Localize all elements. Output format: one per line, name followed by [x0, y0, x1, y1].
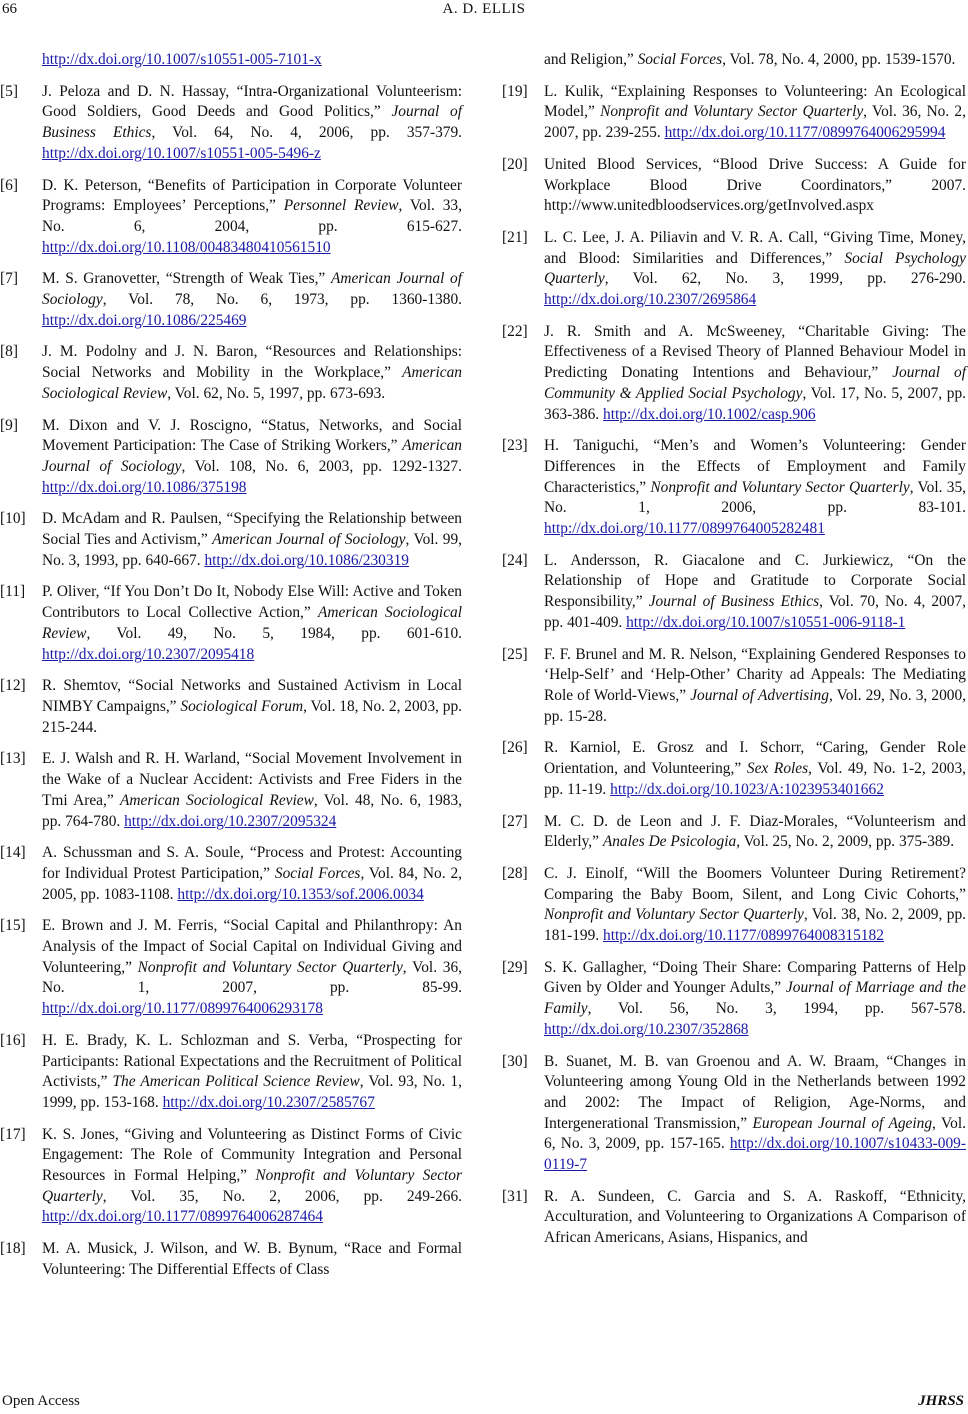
journal-name: Social Forces	[274, 864, 361, 882]
reference-text	[544, 738, 966, 800]
reference-list-left	[0, 82, 462, 1281]
doi-link[interactable]: http://dx.doi.org/10.1007/s10433-009-0119-7	[544, 1135, 966, 1174]
journal-name: American Journal of Sociology	[212, 531, 406, 549]
reference-number: [15]	[0, 917, 26, 935]
ref-text-pre: and Religion,”	[544, 51, 638, 68]
ref-text-post: , Vol. 33, No. 6, 2004, pp. 615-627.	[42, 197, 462, 235]
doi-link[interactable]: http://dx.doi.org/10.1007/s10551-006-9118-1	[626, 613, 906, 631]
ref-text-pre: M. A. Musick, J. Wilson, and W. B. Bynum, “Race and Formal Volunteering: The Differential Effects of Class	[42, 1240, 462, 1278]
ref-text-pre: D. McAdam and R. Paulsen, “Specifying the Relationship between Social Ties and Activism,”	[42, 510, 462, 549]
doi-link[interactable]: http://dx.doi.org/10.1086/225469	[42, 311, 247, 329]
continued-reference	[0, 50, 462, 71]
reference-text	[42, 916, 462, 1020]
reference-list-right	[502, 82, 966, 1249]
reference-text	[42, 342, 462, 404]
ref-text-pre: A. Schussman and S. A. Soule, “Process and Protest: Accounting for Individual Protest Participation,”	[42, 844, 462, 882]
doi-link[interactable]: http://dx.doi.org/10.1177/0899764005282481	[544, 520, 825, 538]
ref-text-post: , Vol. 84, No. 2, 2005, pp. 1083-1108.	[42, 864, 462, 903]
ref-text-post: , Vol. 99, No. 3, 1993, pp. 640-667.	[42, 531, 462, 569]
ref-text-pre: R. Shemtov, “Social Networks and Sustained Activism in Local NIMBY Campaigns,”	[42, 677, 462, 715]
reference-text	[544, 436, 966, 540]
reference-text	[42, 176, 462, 259]
ref-text-pre: H. Taniguchi, “Men’s and Women’s Volunteering: Gender Differences in the Effects of Employment and Family Characteristics,”	[544, 437, 966, 496]
reference-item	[502, 228, 966, 311]
reference-number: [22]	[502, 322, 528, 340]
reference-number: [9]	[0, 416, 18, 434]
ref-text-pre: M. C. D. de Leon and J. F. Diaz-Morales, “Volunteerism and Elderly,”	[544, 812, 966, 851]
reference-number: [6]	[0, 176, 18, 194]
ref-text-post: , Vol. 25, No. 2, 2009, pp. 375-389.	[736, 833, 955, 851]
ref-text-pre: R. A. Sundeen, C. Garcia and S. A. Raskoff, “Ethnicity, Acculturation, and Volunteering to Organizations A Comparison of African Americans, Asians, Hispanics, and	[544, 1187, 966, 1247]
reference-number: [5]	[0, 82, 18, 100]
continued-reference	[502, 50, 966, 71]
reference-item	[0, 1239, 462, 1280]
journal-name: Nonprofit and Voluntary Sector Quarterly	[42, 1167, 462, 1205]
reference-text	[544, 82, 966, 144]
doi-link[interactable]: http://dx.doi.org/10.1177/0899764006287464	[42, 1208, 323, 1226]
reference-number: [10]	[0, 510, 26, 528]
open-access-label: Open Access	[2, 1393, 80, 1409]
ref-text-post: , Vol. 62, No. 5, 1997, pp. 673-693.	[167, 384, 386, 402]
reference-item	[502, 82, 966, 144]
reference-item	[502, 738, 966, 800]
journal-name: Nonprofit and Voluntary Sector Quarterly	[544, 906, 804, 924]
reference-text	[544, 228, 966, 311]
ref-text-pre: L. Andersson, R. Giacalone and C. Jurkiewicz, “On the Relationship of Hope and Gratitude to Corporate Social Responsibility,”	[544, 551, 966, 611]
ref-text-post: , Vol. 64, No. 4, 2006, pp. 357-379.	[151, 124, 463, 142]
reference-text	[544, 864, 966, 947]
journal-name: Sex Roles	[746, 760, 809, 778]
journal-name: American Sociological Review	[42, 604, 462, 642]
doi-link[interactable]: http://dx.doi.org/10.2307/2585767	[162, 1093, 375, 1111]
doi-link[interactable]: http://dx.doi.org/10.1108/00483480410561510	[42, 238, 331, 256]
reference-text	[42, 509, 462, 571]
reference-item	[0, 1125, 462, 1229]
doi-link[interactable]: http://dx.doi.org/10.1086/230319	[204, 551, 409, 569]
reference-item	[0, 82, 462, 165]
reference-number: [28]	[502, 864, 528, 882]
journal-name: American Sociological Review	[120, 791, 314, 809]
reference-number: [19]	[502, 82, 528, 100]
reference-number: [18]	[0, 1240, 26, 1258]
journal-name: Social Forces	[637, 51, 723, 68]
reference-item	[502, 551, 966, 634]
journal-name: Sociological Forum	[180, 697, 304, 715]
reference-text	[42, 269, 462, 331]
reference-item	[502, 155, 966, 217]
ref-text-pre: P. Oliver, “If You Don’t Do It, Nobody Else Will: Active and Token Contributors to Local Collective Action,”	[42, 583, 462, 622]
ref-text-post: , Vol. 35, No. 2, 2006, pp. 249-266.	[102, 1187, 462, 1205]
reference-item	[502, 958, 966, 1041]
reference-number: [17]	[0, 1125, 26, 1143]
running-head: A. D. ELLIS	[442, 1, 526, 17]
ref-text-post: , Vol. 49, No. 5, 1984, pp. 601-610.	[86, 624, 462, 642]
doi-link[interactable]: http://dx.doi.org/10.1023/A:1023953401662	[610, 780, 884, 798]
page-footer	[0, 1393, 968, 1413]
ref-text-pre: R. Karniol, E. Grosz and I. Schorr, “Caring, Gender Role Orientation, and Volunteering,”	[544, 739, 966, 778]
left-column	[0, 50, 462, 1292]
ref-text-post: , Vol. 62, No. 3, 1999, pp. 276-290.	[604, 270, 966, 288]
reference-text	[42, 82, 462, 165]
reference-text	[544, 958, 966, 1041]
ref-text-post: , Vol. 48, No. 6, 1983, pp. 764-780.	[42, 791, 463, 830]
journal-name: Journal of Marriage and the Family	[544, 979, 967, 1018]
reference-item	[0, 676, 462, 738]
reference-number: [26]	[502, 739, 528, 757]
doi-link[interactable]: http://dx.doi.org/10.1002/casp.906	[603, 405, 816, 423]
journal-name: Nonprofit and Voluntary Sector Quarterly	[600, 103, 864, 121]
reference-text	[42, 676, 462, 738]
reference-number: [14]	[0, 844, 26, 862]
doi-link[interactable]: http://dx.doi.org/10.1353/sof.2006.0034	[177, 885, 424, 903]
journal-name: American Journal of Sociology	[42, 270, 462, 309]
doi-link[interactable]: http://dx.doi.org/10.1177/0899764008315182	[603, 927, 884, 945]
reference-item	[502, 322, 966, 426]
doi-link[interactable]: http://dx.doi.org/10.1086/375198	[42, 478, 247, 496]
doi-link[interactable]: http://dx.doi.org/10.2307/2095418	[42, 645, 255, 663]
reference-text	[544, 322, 966, 426]
ref-text-pre: L. C. Lee, J. A. Piliavin and V. R. A. Call, “Giving Time, Money, and Blood: Similarities and Differences,”	[544, 228, 966, 267]
journal-name: Journal of Community & Applied Social Psychology	[544, 364, 966, 402]
reference-number: [11]	[0, 583, 26, 601]
ref-text-post: , Vol. 36, No. 1, 2007, pp. 85-99.	[42, 958, 463, 997]
reference-text	[42, 1125, 462, 1229]
reference-item	[0, 342, 462, 404]
reference-number: [21]	[502, 228, 528, 246]
reference-number: [29]	[502, 958, 528, 976]
reference-number: [27]	[502, 812, 528, 830]
ref-text-pre: M. S. Granovetter, “Strength of Weak Ties,”	[42, 270, 331, 288]
reference-text	[42, 1239, 462, 1280]
journal-name: Journal of Advertising	[690, 686, 829, 704]
journal-name: Social Psychology Quarterly	[544, 249, 966, 288]
ref-text-post: , Vol. 78, No. 6, 1973, pp. 1360-1380.	[102, 291, 462, 309]
ref-text-pre: E. J. Walsh and R. H. Warland, “Social Movement Involvement in the Wake of a Nuclear Accident: Activists and Free Fiders in the Tmi Area,”	[42, 750, 462, 809]
ref-text-post: , Vol. 78, No. 4, 2000, pp. 1539-1570.	[722, 51, 956, 68]
reference-number: [24]	[502, 551, 528, 569]
ref-text-pre: C. J. Einolf, “Will the Boomers Volunteer During Retirement? Comparing the Baby Boom, Silent, and Long Civic Cohorts,”	[544, 864, 966, 903]
ref-text-pre: H. E. Brady, K. L. Schlozman and S. Verba, “Prospecting for Participants: Rational Expectations and the Recruitment of Political Activists,”	[42, 1031, 462, 1091]
reference-text	[42, 749, 462, 832]
ref-text-pre: S. K. Gallagher, “Doing Their Share: Comparing Patterns of Help Given by Older and Younger Adults,”	[544, 958, 966, 997]
ref-text-post: , Vol. 93, No. 1, 1999, pp. 153-168.	[42, 1073, 462, 1111]
journal-name: Nonprofit and Voluntary Sector Quarterly	[650, 478, 910, 496]
reference-text	[42, 582, 462, 665]
journal-name: European Journal of Ageing	[752, 1114, 933, 1132]
reference-number: [13]	[0, 750, 26, 768]
reference-text	[544, 155, 966, 217]
reference-item	[0, 582, 462, 665]
journal-name: Personnel Review	[283, 197, 399, 215]
journal-name: American Sociological Review	[42, 364, 462, 402]
reference-item	[0, 916, 462, 1020]
doi-link[interactable]: http://dx.doi.org/10.1177/0899764006293178	[42, 1000, 323, 1018]
doi-link[interactable]: http://dx.doi.org/10.2307/2095324	[124, 812, 337, 830]
reference-item	[0, 749, 462, 832]
reference-number: [7]	[0, 270, 18, 288]
ref-text-post: , Vol. 36, No. 2, 2007, pp. 239-255.	[544, 103, 966, 142]
reference-item	[502, 645, 966, 728]
ref-text-post: , Vol. 17, No. 5, 2007, pp. 363-386.	[544, 384, 966, 423]
ref-text-pre: J. M. Podolny and J. N. Baron, “Resources and Relationships: Social Networks and Mobility in the Workplace,”	[42, 343, 462, 382]
journal-name: Journal of Business Ethics	[42, 103, 462, 142]
ref-text-post: , Vol. 70, No. 4, 2007, pp. 401-409.	[544, 593, 966, 631]
reference-item	[0, 509, 462, 571]
reference-text	[544, 551, 966, 634]
reference-text	[544, 812, 966, 853]
ref-text-pre: E. Brown and J. M. Ferris, “Social Capital and Philanthropy: An Analysis of the Impact of Social Capital on Individual Giving and Volunteering,”	[42, 917, 462, 976]
reference-number: [12]	[0, 677, 26, 695]
right-column	[502, 50, 966, 1260]
web-url: http://www.unitedbloodservices.org/getInvolved.aspx	[544, 197, 874, 215]
reference-item	[0, 1031, 462, 1114]
ref-text-post: , Vol. 18, No. 2, 2003, pp. 215-244.	[42, 697, 462, 736]
reference-number: [8]	[0, 343, 18, 361]
ref-text-post: , Vol. 56, No. 3, 1994, pp. 567-578.	[587, 1000, 966, 1018]
ref-text-pre: J. Peloza and D. N. Hassay, “Intra-Organizational Volunteerism: Good Soldiers, Good Deeds and Good Politics,”	[42, 82, 462, 121]
journal-abbrev: JHRSS	[918, 1393, 964, 1409]
ref-text-post: , Vol. 108, No. 6, 2003, pp. 1292-1327.	[181, 457, 462, 475]
journal-name: Journal of Business Ethics	[648, 593, 820, 611]
reference-item	[0, 416, 462, 499]
reference-number: [25]	[502, 645, 528, 663]
reference-text	[544, 645, 966, 728]
reference-item	[502, 1187, 966, 1249]
doi-link[interactable]: http://dx.doi.org/10.2307/352868	[544, 1020, 749, 1038]
journal-name: Nonprofit and Voluntary Sector Quarterly	[137, 958, 403, 976]
reference-number: [31]	[502, 1187, 528, 1205]
ref-text-pre: B. Suanet, M. B. van Groenou and A. W. Braam, “Changes in Volunteering among Young Old in the Netherlands between 1992 and 2002: The Impact of Religion, Age-Norms, and Intergenerational Transmission,”	[544, 1052, 966, 1132]
doi-link[interactable]: http://dx.doi.org/10.2307/2695864	[544, 291, 757, 309]
reference-number: [16]	[0, 1031, 26, 1049]
ref-text-pre: United Blood Services, “Blood Drive Success: A Guide for Workplace Blood Drive Coordinators,” 2007.	[544, 155, 966, 194]
reference-number: [30]	[502, 1052, 528, 1070]
doi-link[interactable]: http://dx.doi.org/10.1007/s10551-005-7101-x	[42, 51, 322, 68]
ref-text-pre: F. F. Brunel and M. R. Nelson, “Explaining Gendered Responses to ‘Help-Self’ and ‘Help-Other’ Charity ad Appeals: The Mediating Role of World-Views,”	[544, 645, 966, 704]
ref-text-pre: L. Kulik, “Explaining Responses to Volunteering: An Ecological Model,”	[544, 82, 966, 121]
ref-text-pre: J. R. Smith and A. McSweeney, “Charitable Giving: The Effectiveness of a Revised Theory of Planned Behaviour Model in Predicting Donating Intentions and Behaviour,”	[544, 322, 966, 382]
reference-text	[42, 416, 462, 499]
reference-item	[0, 176, 462, 259]
ref-text-pre: K. S. Jones, “Giving and Volunteering as Distinct Forms of Civic Engagement: The Role of Community Integration and Personal Resources in Formal Helping,”	[42, 1125, 462, 1185]
journal-name: The American Political Science Review	[112, 1073, 360, 1091]
ref-text-post: , Vol. 29, No. 3, 2000, pp. 15-28.	[544, 686, 967, 725]
page-header	[0, 0, 968, 24]
page-number: 66	[2, 1, 17, 17]
reference-text	[42, 1031, 462, 1114]
reference-item	[502, 864, 966, 947]
journal-name: Anales De Psicologia	[602, 833, 737, 851]
reference-text	[544, 1187, 966, 1249]
reference-item	[0, 843, 462, 905]
reference-text	[42, 843, 462, 905]
ref-text-post: , Vol. 35, No. 1, 2006, pp. 83-101.	[544, 478, 967, 517]
ref-text-post: , Vol. 38, No. 2, 2009, pp. 181-199.	[544, 906, 966, 945]
doi-link[interactable]: http://dx.doi.org/10.1177/0899764006295994	[664, 124, 946, 142]
ref-text-post: , Vol. 49, No. 1-2, 2003, pp. 11-19.	[544, 760, 966, 798]
doi-link[interactable]: http://dx.doi.org/10.1007/s10551-005-5496-z	[42, 144, 321, 162]
ref-text-post: , Vol. 6, No. 3, 2009, pp. 157-165.	[544, 1114, 966, 1153]
reference-text	[544, 1052, 966, 1176]
ref-text-pre: M. Dixon and V. J. Roscigno, “Status, Networks, and Social Movement Participation: The Case of Striking Workers,”	[42, 416, 462, 455]
reference-number: [20]	[502, 155, 528, 173]
journal-name: American Journal of Sociology	[42, 437, 462, 475]
reference-item	[0, 269, 462, 331]
reference-item	[502, 1052, 966, 1176]
reference-number: [23]	[502, 437, 528, 455]
ref-text-pre: D. K. Peterson, “Benefits of Participation in Corporate Volunteer Programs: Employees’ Perceptions,”	[42, 176, 462, 215]
reference-item	[502, 436, 966, 540]
reference-item	[502, 812, 966, 853]
